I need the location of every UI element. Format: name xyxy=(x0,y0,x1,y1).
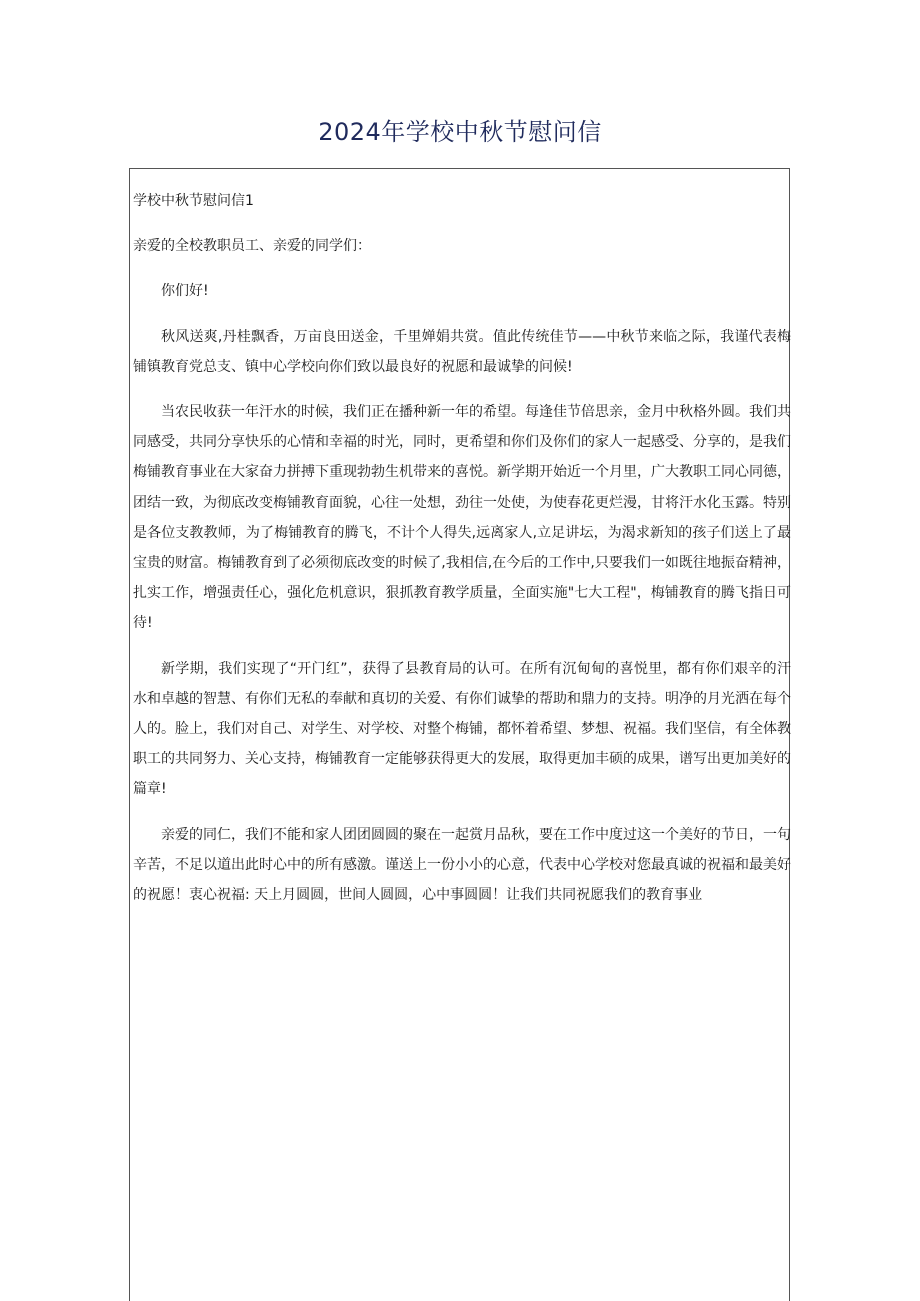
paragraph-3: 新学期，我们实现了“开门红”，获得了县教育局的认可。在所有沉甸甸的喜悦里，都有你们艰辛的汗水和卓越的智慧、有你们无私的奉献和真切的关爱、有你们诚挚的帮助和鼎力的支持。明净的月光洒在每个人的。脸上，我们对自己、对学生、对学校、对整个梅铺，都怀着希望、梦想、祝福。我们坚信，有全体教职工的共同努力、关心支持，梅铺教育一定能够获得更大的发展，取得更加丰硕的成果，谱写出更加美好的篇章! xyxy=(133,660,791,798)
letter-body xyxy=(133,186,791,910)
letter-greeting: 你们好! xyxy=(161,283,209,300)
paragraph-2: 当农民收获一年汗水的时候，我们正在播种新一年的希望。每逢佳节倍思亲，金月中秋格外圆。我们共同感受，共同分享快乐的心情和幸福的时光，同时，更希望和你们及你们的家人一起感受、分享的，是我们梅铺教育事业在大家奋力拼搏下重现勃勃生机带来的喜悦。新学期开始近一个月里，广大教职工同心同德，团结一致，为彻底改变梅铺教育面貌，心往一处想，劲往一处使，为使春花更烂漫，甘将汗水化玉露。特别是各位支教教师，为了梅铺教育的腾飞，不计个人得失,远离家人,立足讲坛，为渴求新知的孩子们送上了最宝贵的财富。梅铺教育到了必须彻底改变的时候了,我相信,在今后的工作中,只要我们一如既往地振奋精神，扎实工作，增强责任心，强化危机意识，狠抓教育教学质量，全面实施"七大工程"，梅铺教育的腾飞指日可待! xyxy=(133,404,791,632)
paragraph-1: 秋风送爽,丹桂飘香，万亩良田送金，千里婵娟共赏。值此传统佳节——中秋节来临之际，我谨代表梅铺镇教育党总支、镇中心学校向你们致以最良好的祝愿和最诚挚的问候! xyxy=(133,328,791,375)
letter-subtitle: 学校中秋节慰问信1 xyxy=(133,193,254,209)
letter-salutation: 亲爱的全校教职员工、亲爱的同学们： xyxy=(133,238,371,255)
paragraph-4: 亲爱的同仁，我们不能和家人团团圆圆的聚在一起赏月品秋，要在工作中度过这一个美好的节日，一句辛苦，不足以道出此时心中的所有感激。谨送上一份小小的心意，代表中心学校对您最真诚的祝福和最美好的祝愿！衷心祝福: 天上月圆圆，世间人圆圆，心中事圆圆！让我们共同祝愿我们的教育事业 xyxy=(133,826,791,904)
document-title: 2024年学校中秋节慰问信 xyxy=(318,118,602,146)
